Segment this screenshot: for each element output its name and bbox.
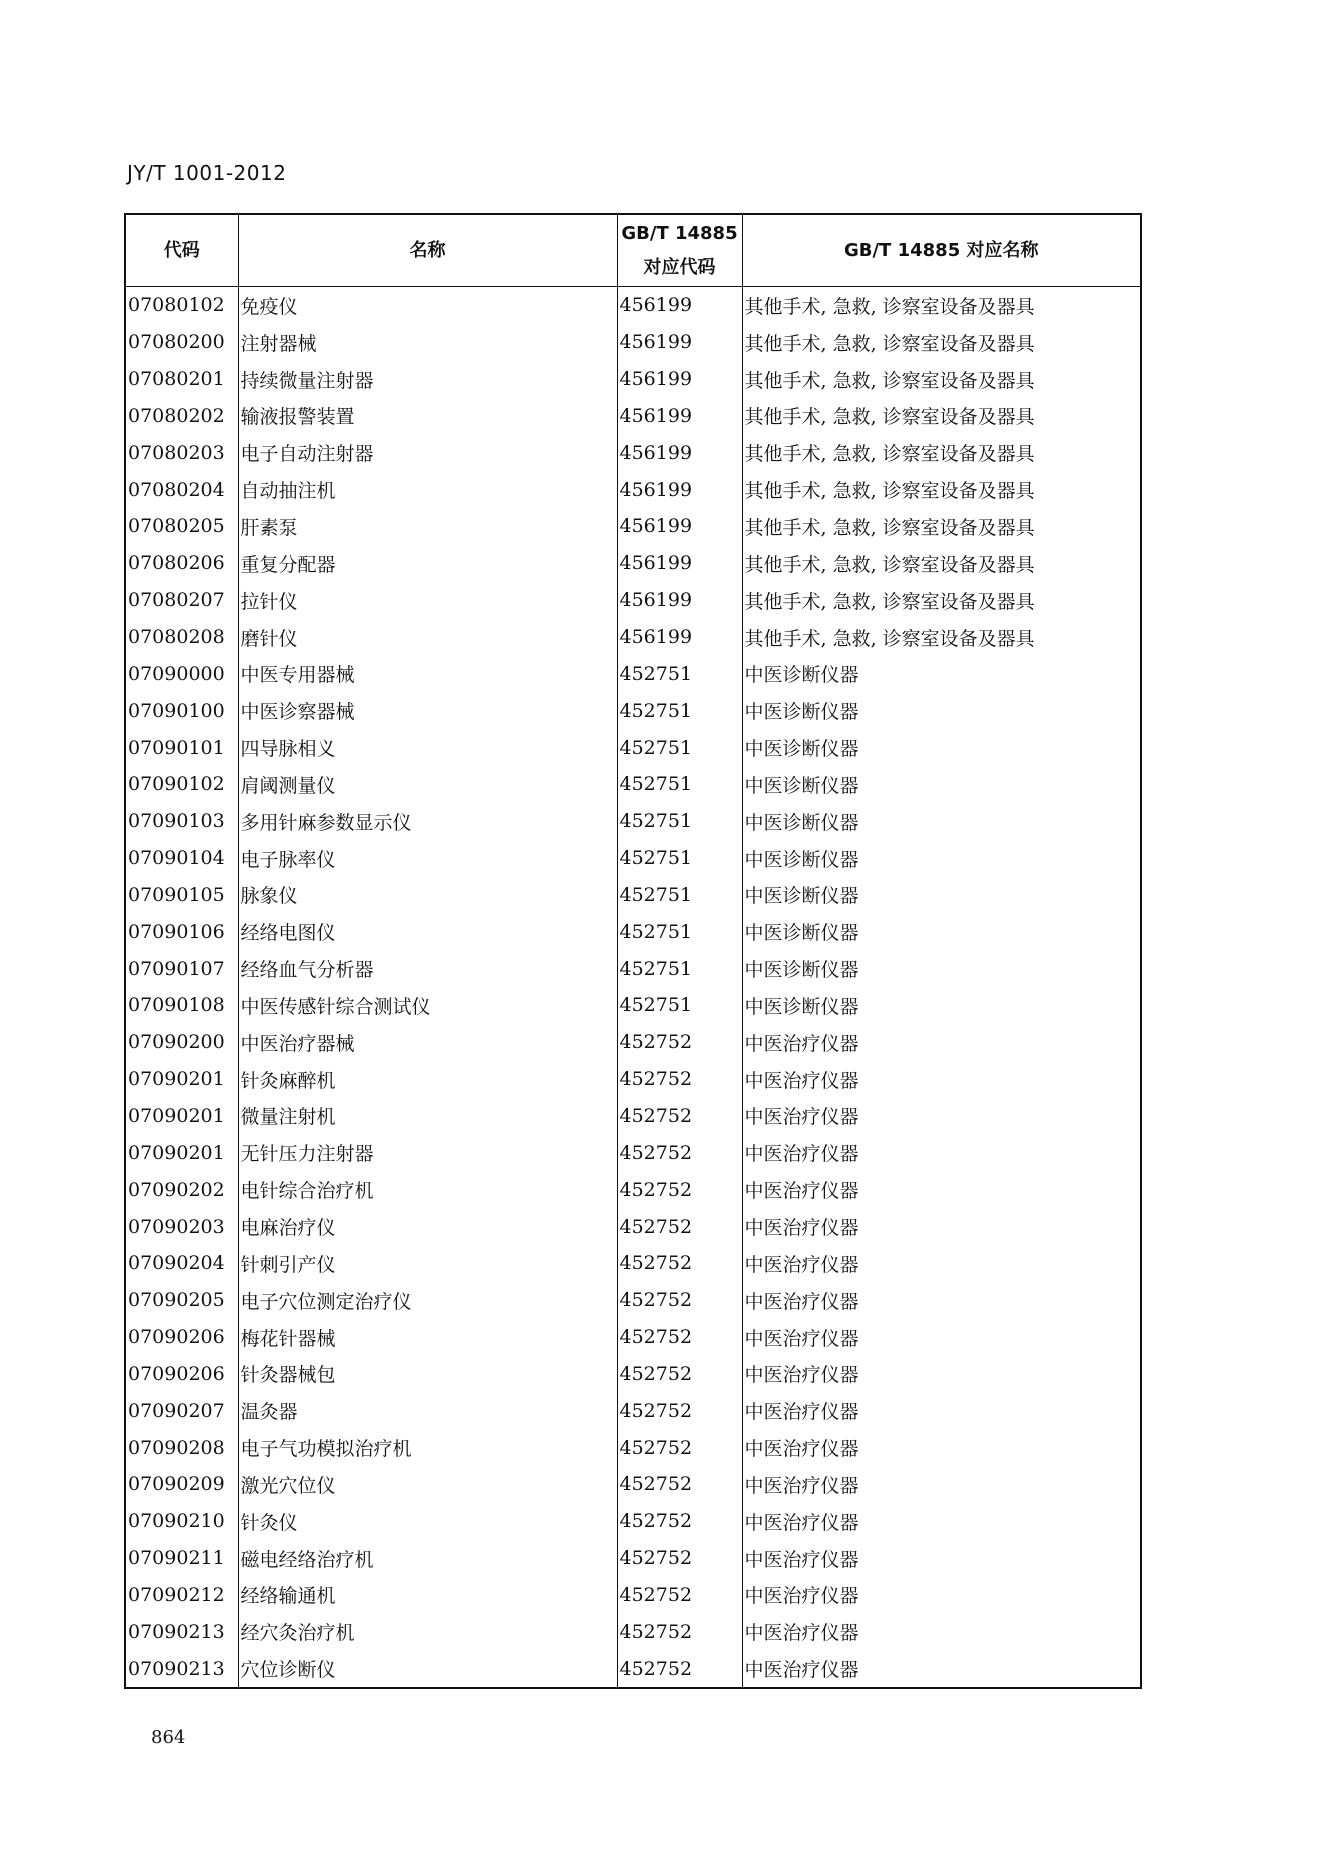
cell-name: 经络电图仪 [238,913,617,950]
cell-gb-code: 452752 [617,1061,742,1098]
cell-gb-code: 452752 [617,1429,742,1466]
table-row [125,1098,1141,1135]
table-row [125,1466,1141,1503]
cell-code: 07090100 [125,692,238,729]
cell-gb-name: 中医治疗仪器 [742,1613,1141,1650]
cell-code: 07090201 [125,1098,238,1135]
cell-name: 中医传感针综合测试仪 [238,987,617,1024]
table-row [125,913,1141,950]
table-row [125,729,1141,766]
cell-code: 07090204 [125,1245,238,1282]
table-row [125,1024,1141,1061]
cell-gb-code: 456199 [617,324,742,361]
cell-gb-name: 中医治疗仪器 [742,1650,1141,1688]
cell-name: 激光穴位仪 [238,1466,617,1503]
cell-code: 07080200 [125,324,238,361]
cell-gb-name: 中医诊断仪器 [742,913,1141,950]
cell-gb-code: 452752 [617,1282,742,1319]
cell-gb-code: 452751 [617,840,742,877]
cell-gb-name: 中医诊断仪器 [742,766,1141,803]
cell-code: 07090108 [125,987,238,1024]
cell-gb-name: 其他手术, 急救, 诊察室设备及器具 [742,545,1141,582]
table-row [125,1650,1141,1688]
cell-gb-code: 452752 [617,1613,742,1650]
cell-name: 无针压力注射器 [238,1134,617,1171]
equipment-code-table [124,213,1142,1689]
cell-gb-name: 中医治疗仪器 [742,1355,1141,1392]
cell-code: 07090200 [125,1024,238,1061]
table-row [125,877,1141,914]
cell-gb-name: 中医诊断仪器 [742,987,1141,1024]
cell-code: 07090211 [125,1540,238,1577]
cell-name: 注射器械 [238,324,617,361]
cell-name: 微量注射机 [238,1098,617,1135]
cell-code: 07090206 [125,1355,238,1392]
cell-gb-code: 456199 [617,287,742,324]
cell-gb-name: 其他手术, 急救, 诊察室设备及器具 [742,398,1141,435]
cell-name: 电子穴位测定治疗仪 [238,1282,617,1319]
cell-gb-code: 452752 [617,1245,742,1282]
cell-gb-name: 其他手术, 急救, 诊察室设备及器具 [742,361,1141,398]
cell-gb-code: 452752 [617,1098,742,1135]
standard-code: JY/T 1001-2012 [127,161,287,185]
cell-gb-name: 中医治疗仪器 [742,1134,1141,1171]
cell-name: 穴位诊断仪 [238,1650,617,1688]
cell-gb-code: 452751 [617,803,742,840]
cell-gb-code: 452751 [617,655,742,692]
cell-name: 磨针仪 [238,619,617,656]
cell-name: 重复分配器 [238,545,617,582]
cell-code: 07090201 [125,1061,238,1098]
table-row [125,1171,1141,1208]
cell-gb-code: 456199 [617,508,742,545]
cell-code: 07090209 [125,1466,238,1503]
column-header-code: 代码 [125,214,238,287]
cell-gb-name: 其他手术, 急救, 诊察室设备及器具 [742,471,1141,508]
cell-name: 经穴灸治疗机 [238,1613,617,1650]
table-row [125,1429,1141,1466]
cell-gb-code: 452751 [617,729,742,766]
cell-gb-code: 452752 [617,1355,742,1392]
cell-name: 输液报警装置 [238,398,617,435]
table-row [125,508,1141,545]
cell-gb-code: 456199 [617,398,742,435]
table-row [125,1061,1141,1098]
cell-code: 07090208 [125,1429,238,1466]
cell-gb-code: 452752 [617,1171,742,1208]
table-row [125,1503,1141,1540]
cell-gb-name: 中医治疗仪器 [742,1392,1141,1429]
cell-gb-name: 其他手术, 急救, 诊察室设备及器具 [742,287,1141,324]
table-row [125,619,1141,656]
cell-gb-name: 中医诊断仪器 [742,729,1141,766]
table-row [125,1134,1141,1171]
table-row [125,361,1141,398]
cell-code: 07080204 [125,471,238,508]
cell-gb-code: 452752 [617,1540,742,1577]
cell-gb-name: 中医治疗仪器 [742,1282,1141,1319]
cell-gb-name: 其他手术, 急救, 诊察室设备及器具 [742,619,1141,656]
cell-gb-code: 452752 [617,1024,742,1061]
cell-gb-name: 中医诊断仪器 [742,877,1141,914]
cell-code: 07080207 [125,582,238,619]
cell-name: 温灸器 [238,1392,617,1429]
cell-code: 07090212 [125,1577,238,1614]
cell-code: 07090203 [125,1208,238,1245]
table-row [125,766,1141,803]
cell-gb-code: 452751 [617,950,742,987]
cell-gb-code: 452751 [617,987,742,1024]
cell-code: 07090103 [125,803,238,840]
cell-name: 中医治疗器械 [238,1024,617,1061]
cell-gb-name: 中医治疗仪器 [742,1577,1141,1614]
cell-name: 多用针麻参数显示仪 [238,803,617,840]
cell-name: 拉针仪 [238,582,617,619]
cell-gb-code: 456199 [617,471,742,508]
cell-gb-code: 456199 [617,619,742,656]
column-header-gb-name: GB/T 14885 对应名称 [742,214,1141,287]
cell-gb-code: 452752 [617,1392,742,1429]
cell-code: 07090000 [125,655,238,692]
cell-gb-name: 其他手术, 急救, 诊察室设备及器具 [742,582,1141,619]
cell-gb-code: 452752 [617,1577,742,1614]
cell-name: 肝素泵 [238,508,617,545]
cell-code: 07090105 [125,877,238,914]
cell-gb-code: 452752 [617,1650,742,1688]
table-row [125,471,1141,508]
cell-name: 针灸仪 [238,1503,617,1540]
cell-gb-code: 452752 [617,1319,742,1356]
cell-gb-name: 中医治疗仪器 [742,1098,1141,1135]
cell-name: 经络输通机 [238,1577,617,1614]
cell-name: 肩阈测量仪 [238,766,617,803]
cell-gb-code: 452751 [617,877,742,914]
column-header-gb-code [617,214,742,287]
cell-gb-code: 452751 [617,913,742,950]
table-row [125,1392,1141,1429]
table-row [125,692,1141,729]
column-header-name: 名称 [238,214,617,287]
cell-code: 07080208 [125,619,238,656]
cell-code: 07080203 [125,434,238,471]
cell-name: 电麻治疗仪 [238,1208,617,1245]
table-row [125,1540,1141,1577]
cell-gb-name: 中医治疗仪器 [742,1061,1141,1098]
cell-gb-name: 中医治疗仪器 [742,1024,1141,1061]
cell-name: 针刺引产仪 [238,1245,617,1282]
cell-code: 07090213 [125,1650,238,1688]
cell-code: 07090107 [125,950,238,987]
cell-code: 07090106 [125,913,238,950]
cell-gb-name: 中医治疗仪器 [742,1540,1141,1577]
cell-gb-code: 452751 [617,766,742,803]
table-row [125,434,1141,471]
table-row [125,582,1141,619]
cell-code: 07080205 [125,508,238,545]
cell-code: 07090101 [125,729,238,766]
cell-name: 中医专用器械 [238,655,617,692]
table-row [125,1577,1141,1614]
table-row [125,1319,1141,1356]
table-row [125,1208,1141,1245]
table-row [125,840,1141,877]
cell-code: 07090201 [125,1134,238,1171]
table-row [125,545,1141,582]
table-row [125,987,1141,1024]
cell-code: 07090206 [125,1319,238,1356]
cell-gb-code: 456199 [617,582,742,619]
cell-gb-code: 452752 [617,1134,742,1171]
cell-gb-code: 452752 [617,1503,742,1540]
table-header-row [125,214,1141,287]
table-row [125,1355,1141,1392]
cell-name: 免疫仪 [238,287,617,324]
cell-gb-code: 452751 [617,692,742,729]
cell-name: 梅花针器械 [238,1319,617,1356]
cell-code: 07090213 [125,1613,238,1650]
table-row [125,803,1141,840]
cell-gb-name: 中医治疗仪器 [742,1245,1141,1282]
table-row [125,324,1141,361]
cell-code: 07080201 [125,361,238,398]
table-row [125,950,1141,987]
cell-gb-name: 其他手术, 急救, 诊察室设备及器具 [742,324,1141,361]
table-row [125,1245,1141,1282]
cell-gb-name: 中医治疗仪器 [742,1466,1141,1503]
table-row [125,398,1141,435]
cell-name: 针灸器械包 [238,1355,617,1392]
table-row [125,655,1141,692]
cell-gb-name: 其他手术, 急救, 诊察室设备及器具 [742,508,1141,545]
cell-code: 07090102 [125,766,238,803]
cell-name: 电子脉率仪 [238,840,617,877]
cell-code: 07080102 [125,287,238,324]
cell-gb-name: 中医治疗仪器 [742,1503,1141,1540]
cell-gb-code: 456199 [617,545,742,582]
cell-gb-code: 452752 [617,1466,742,1503]
cell-code: 07090207 [125,1392,238,1429]
cell-gb-name: 其他手术, 急救, 诊察室设备及器具 [742,434,1141,471]
cell-gb-code: 452752 [617,1208,742,1245]
cell-gb-code: 456199 [617,361,742,398]
cell-code: 07080202 [125,398,238,435]
cell-name: 电针综合治疗机 [238,1171,617,1208]
cell-code: 07090202 [125,1171,238,1208]
cell-name: 电子自动注射器 [238,434,617,471]
cell-name: 四导脉相义 [238,729,617,766]
cell-name: 中医诊察器械 [238,692,617,729]
cell-name: 经络血气分析器 [238,950,617,987]
cell-gb-name: 中医治疗仪器 [742,1171,1141,1208]
cell-name: 脉象仪 [238,877,617,914]
cell-code: 07090104 [125,840,238,877]
table-row [125,1613,1141,1650]
cell-code: 07090210 [125,1503,238,1540]
table-row [125,1282,1141,1319]
cell-gb-name: 中医诊断仪器 [742,655,1141,692]
cell-name: 持续微量注射器 [238,361,617,398]
table-row [125,287,1141,324]
cell-gb-name: 中医治疗仪器 [742,1319,1141,1356]
cell-name: 电子气功模拟治疗机 [238,1429,617,1466]
cell-gb-name: 中医诊断仪器 [742,840,1141,877]
cell-code: 07080206 [125,545,238,582]
cell-gb-code: 456199 [617,434,742,471]
page-number: 864 [151,1727,186,1748]
cell-name: 磁电经络治疗机 [238,1540,617,1577]
gb-code-header-line1: GB/T 14885 [621,222,738,244]
cell-name: 自动抽注机 [238,471,617,508]
gb-code-header-line2: 对应代码 [643,256,716,278]
cell-gb-name: 中医治疗仪器 [742,1429,1141,1466]
cell-gb-name: 中医诊断仪器 [742,692,1141,729]
cell-code: 07090205 [125,1282,238,1319]
cell-gb-name: 中医诊断仪器 [742,803,1141,840]
cell-gb-name: 中医诊断仪器 [742,950,1141,987]
cell-name: 针灸麻醉机 [238,1061,617,1098]
cell-gb-name: 中医治疗仪器 [742,1208,1141,1245]
